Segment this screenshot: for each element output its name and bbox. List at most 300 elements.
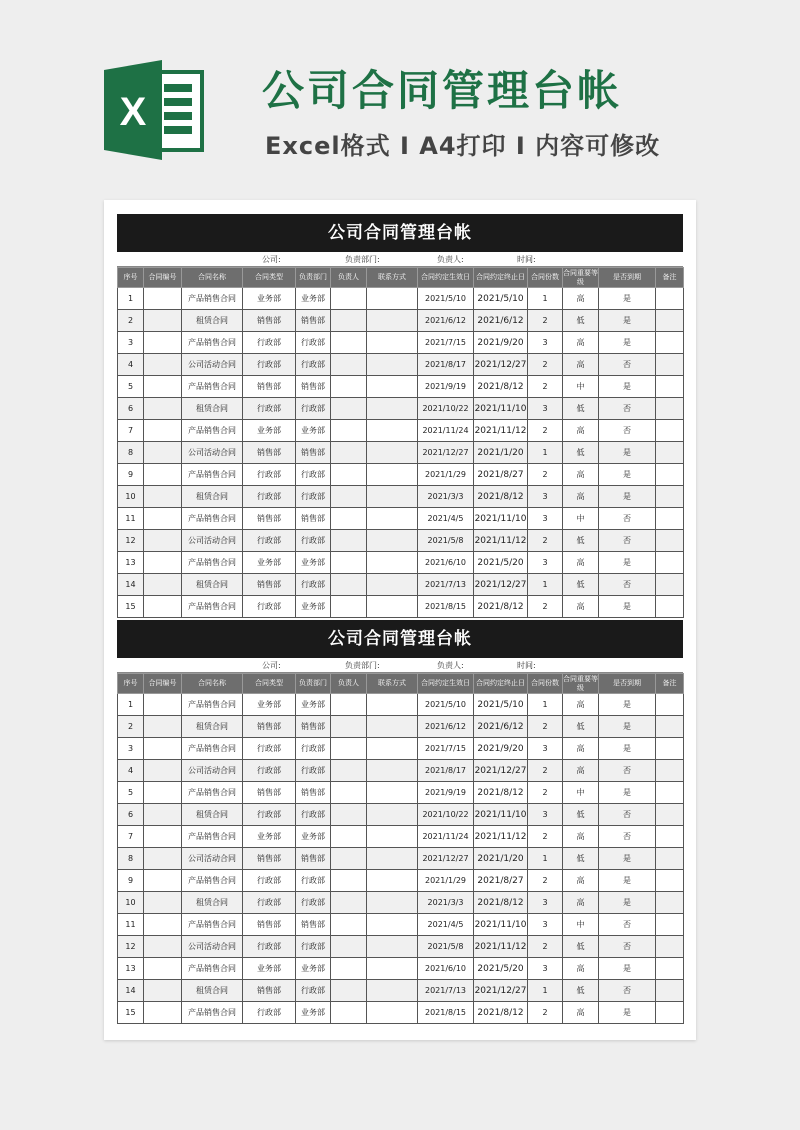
table-cell[interactable] — [656, 508, 684, 530]
table-cell[interactable]: 销售部 — [243, 442, 296, 464]
table-cell[interactable] — [144, 552, 182, 574]
table-cell[interactable]: 行政部 — [243, 738, 296, 760]
table-cell[interactable]: 5 — [118, 782, 144, 804]
table-cell[interactable]: 2021/11/12 — [474, 420, 528, 442]
table-cell[interactable]: 10 — [118, 892, 144, 914]
table-cell[interactable]: 业务部 — [243, 958, 296, 980]
table-cell[interactable]: 2021/9/20 — [474, 332, 528, 354]
table-cell[interactable]: 是 — [599, 376, 656, 398]
table-cell[interactable] — [331, 486, 367, 508]
table-cell[interactable]: 销售部 — [296, 376, 331, 398]
table-cell[interactable]: 销售部 — [296, 310, 331, 332]
table-cell[interactable]: 2021/12/27 — [418, 848, 474, 870]
table-cell[interactable]: 2021/8/12 — [474, 486, 528, 508]
table-cell[interactable] — [656, 442, 684, 464]
table-cell[interactable] — [367, 310, 418, 332]
table-cell[interactable]: 销售部 — [296, 848, 331, 870]
table-cell[interactable]: 是 — [599, 486, 656, 508]
table-cell[interactable]: 1 — [118, 694, 144, 716]
table-cell[interactable]: 产品销售合同 — [182, 694, 243, 716]
table-cell[interactable]: 高 — [563, 760, 599, 782]
table-cell[interactable] — [367, 980, 418, 1002]
table-cell[interactable]: 产品销售合同 — [182, 914, 243, 936]
table-cell[interactable]: 2021/4/5 — [418, 914, 474, 936]
table-cell[interactable] — [367, 376, 418, 398]
table-cell[interactable]: 公司活动合同 — [182, 442, 243, 464]
table-cell[interactable]: 中 — [563, 376, 599, 398]
table-cell[interactable]: 行政部 — [296, 760, 331, 782]
table-cell[interactable] — [144, 354, 182, 376]
table-cell[interactable]: 2021/7/15 — [418, 738, 474, 760]
table-cell[interactable] — [144, 760, 182, 782]
table-cell[interactable]: 13 — [118, 958, 144, 980]
table-cell[interactable] — [367, 914, 418, 936]
table-cell[interactable]: 3 — [118, 738, 144, 760]
table-cell[interactable]: 高 — [563, 332, 599, 354]
table-cell[interactable]: 7 — [118, 826, 144, 848]
table-cell[interactable] — [656, 826, 684, 848]
table-cell[interactable]: 2021/6/12 — [418, 716, 474, 738]
table-cell[interactable]: 行政部 — [243, 870, 296, 892]
table-cell[interactable]: 公司活动合同 — [182, 354, 243, 376]
table-cell[interactable]: 业务部 — [243, 826, 296, 848]
table-cell[interactable]: 高 — [563, 738, 599, 760]
table-cell[interactable] — [144, 958, 182, 980]
table-cell[interactable]: 2021/7/15 — [418, 332, 474, 354]
table-cell[interactable]: 3 — [528, 958, 563, 980]
table-cell[interactable] — [367, 782, 418, 804]
table-cell[interactable]: 2021/11/12 — [474, 826, 528, 848]
table-cell[interactable] — [144, 826, 182, 848]
table-cell[interactable] — [367, 398, 418, 420]
table-cell[interactable]: 产品销售合同 — [182, 464, 243, 486]
table-cell[interactable]: 13 — [118, 552, 144, 574]
table-cell[interactable] — [656, 936, 684, 958]
table-cell[interactable]: 2021/8/15 — [418, 1002, 474, 1024]
table-cell[interactable]: 销售部 — [243, 914, 296, 936]
table-cell[interactable]: 高 — [563, 486, 599, 508]
table-cell[interactable]: 业务部 — [243, 420, 296, 442]
table-cell[interactable]: 租赁合同 — [182, 310, 243, 332]
table-cell[interactable] — [331, 310, 367, 332]
table-cell[interactable]: 产品销售合同 — [182, 826, 243, 848]
table-cell[interactable]: 2021/8/15 — [418, 596, 474, 618]
table-cell[interactable]: 是 — [599, 782, 656, 804]
table-cell[interactable]: 销售部 — [296, 716, 331, 738]
table-cell[interactable]: 2 — [528, 716, 563, 738]
table-cell[interactable] — [144, 716, 182, 738]
table-cell[interactable] — [331, 760, 367, 782]
table-cell[interactable]: 2 — [528, 782, 563, 804]
table-cell[interactable] — [656, 892, 684, 914]
table-cell[interactable]: 行政部 — [296, 574, 331, 596]
table-cell[interactable] — [144, 936, 182, 958]
table-cell[interactable] — [331, 826, 367, 848]
table-cell[interactable] — [331, 464, 367, 486]
table-cell[interactable] — [331, 804, 367, 826]
table-cell[interactable]: 3 — [528, 914, 563, 936]
table-cell[interactable] — [656, 574, 684, 596]
table-cell[interactable]: 行政部 — [243, 1002, 296, 1024]
table-cell[interactable] — [331, 782, 367, 804]
table-cell[interactable]: 2021/11/10 — [474, 914, 528, 936]
table-cell[interactable]: 2021/8/12 — [474, 596, 528, 618]
table-cell[interactable]: 高 — [563, 420, 599, 442]
table-cell[interactable]: 2021/8/17 — [418, 760, 474, 782]
table-cell[interactable] — [331, 870, 367, 892]
table-cell[interactable]: 14 — [118, 980, 144, 1002]
table-cell[interactable] — [367, 804, 418, 826]
table-cell[interactable] — [656, 738, 684, 760]
table-cell[interactable]: 低 — [563, 530, 599, 552]
table-cell[interactable]: 高 — [563, 464, 599, 486]
table-cell[interactable]: 2 — [528, 354, 563, 376]
table-cell[interactable]: 租赁合同 — [182, 804, 243, 826]
table-cell[interactable]: 4 — [118, 760, 144, 782]
table-cell[interactable]: 2021/12/27 — [474, 980, 528, 1002]
table-cell[interactable]: 1 — [528, 848, 563, 870]
table-cell[interactable] — [367, 552, 418, 574]
table-cell[interactable] — [656, 980, 684, 1002]
table-cell[interactable] — [144, 848, 182, 870]
table-cell[interactable] — [144, 804, 182, 826]
table-cell[interactable] — [331, 596, 367, 618]
table-cell[interactable]: 1 — [528, 442, 563, 464]
table-cell[interactable]: 2 — [528, 420, 563, 442]
table-cell[interactable]: 公司活动合同 — [182, 848, 243, 870]
table-cell[interactable]: 行政部 — [296, 936, 331, 958]
table-cell[interactable] — [144, 694, 182, 716]
table-cell[interactable] — [331, 892, 367, 914]
table-cell[interactable]: 2021/8/17 — [418, 354, 474, 376]
table-cell[interactable]: 2021/11/10 — [474, 804, 528, 826]
table-cell[interactable]: 业务部 — [243, 288, 296, 310]
table-cell[interactable]: 2021/7/13 — [418, 980, 474, 1002]
table-cell[interactable]: 否 — [599, 530, 656, 552]
table-cell[interactable]: 2 — [528, 826, 563, 848]
table-cell[interactable]: 行政部 — [296, 332, 331, 354]
table-cell[interactable]: 是 — [599, 464, 656, 486]
table-cell[interactable]: 是 — [599, 694, 656, 716]
table-cell[interactable] — [656, 804, 684, 826]
table-cell[interactable]: 2021/8/12 — [474, 1002, 528, 1024]
table-cell[interactable]: 3 — [528, 892, 563, 914]
table-cell[interactable]: 行政部 — [296, 486, 331, 508]
table-cell[interactable]: 行政部 — [296, 804, 331, 826]
table-cell[interactable] — [144, 486, 182, 508]
table-cell[interactable]: 产品销售合同 — [182, 288, 243, 310]
table-cell[interactable]: 行政部 — [243, 596, 296, 618]
table-cell[interactable] — [656, 310, 684, 332]
table-cell[interactable]: 租赁合同 — [182, 486, 243, 508]
table-cell[interactable] — [656, 398, 684, 420]
table-cell[interactable]: 高 — [563, 694, 599, 716]
table-cell[interactable]: 12 — [118, 936, 144, 958]
table-cell[interactable] — [331, 508, 367, 530]
table-cell[interactable]: 2 — [528, 530, 563, 552]
table-cell[interactable]: 5 — [118, 376, 144, 398]
table-cell[interactable]: 行政部 — [296, 892, 331, 914]
table-cell[interactable]: 行政部 — [243, 464, 296, 486]
table-cell[interactable] — [144, 464, 182, 486]
table-cell[interactable]: 2021/1/29 — [418, 464, 474, 486]
table-cell[interactable]: 14 — [118, 574, 144, 596]
table-cell[interactable]: 产品销售合同 — [182, 508, 243, 530]
table-cell[interactable]: 15 — [118, 596, 144, 618]
table-cell[interactable]: 8 — [118, 848, 144, 870]
table-cell[interactable] — [144, 596, 182, 618]
table-cell[interactable]: 销售部 — [296, 442, 331, 464]
table-cell[interactable]: 低 — [563, 574, 599, 596]
table-cell[interactable]: 否 — [599, 508, 656, 530]
table-cell[interactable]: 行政部 — [243, 804, 296, 826]
table-cell[interactable] — [367, 574, 418, 596]
table-cell[interactable]: 行政部 — [296, 354, 331, 376]
table-cell[interactable] — [144, 398, 182, 420]
table-cell[interactable] — [331, 574, 367, 596]
table-cell[interactable]: 销售部 — [243, 782, 296, 804]
table-cell[interactable] — [144, 288, 182, 310]
table-cell[interactable] — [144, 738, 182, 760]
table-cell[interactable]: 2021/9/19 — [418, 782, 474, 804]
table-cell[interactable]: 租赁合同 — [182, 980, 243, 1002]
table-cell[interactable]: 行政部 — [243, 530, 296, 552]
table-cell[interactable]: 2 — [528, 464, 563, 486]
table-cell[interactable]: 7 — [118, 420, 144, 442]
table-cell[interactable] — [367, 826, 418, 848]
table-cell[interactable]: 2 — [528, 870, 563, 892]
table-cell[interactable]: 2021/5/8 — [418, 530, 474, 552]
table-cell[interactable]: 2021/5/20 — [474, 552, 528, 574]
table-cell[interactable]: 2021/9/19 — [418, 376, 474, 398]
table-cell[interactable] — [656, 716, 684, 738]
table-cell[interactable] — [144, 310, 182, 332]
table-cell[interactable] — [331, 420, 367, 442]
table-cell[interactable] — [656, 376, 684, 398]
table-cell[interactable] — [656, 420, 684, 442]
table-cell[interactable]: 1 — [528, 694, 563, 716]
table-cell[interactable]: 否 — [599, 936, 656, 958]
table-cell[interactable] — [331, 442, 367, 464]
table-cell[interactable]: 2021/3/3 — [418, 892, 474, 914]
table-cell[interactable]: 行政部 — [296, 398, 331, 420]
table-cell[interactable]: 2021/1/20 — [474, 442, 528, 464]
table-cell[interactable]: 2021/4/5 — [418, 508, 474, 530]
table-cell[interactable] — [656, 1002, 684, 1024]
table-cell[interactable]: 否 — [599, 980, 656, 1002]
table-cell[interactable] — [656, 870, 684, 892]
table-cell[interactable] — [331, 398, 367, 420]
table-cell[interactable]: 销售部 — [243, 376, 296, 398]
table-cell[interactable] — [144, 420, 182, 442]
table-cell[interactable]: 2021/5/8 — [418, 936, 474, 958]
table-cell[interactable]: 是 — [599, 288, 656, 310]
table-cell[interactable]: 业务部 — [296, 596, 331, 618]
table-cell[interactable]: 产品销售合同 — [182, 420, 243, 442]
table-cell[interactable]: 2021/1/29 — [418, 870, 474, 892]
table-cell[interactable]: 高 — [563, 870, 599, 892]
table-cell[interactable]: 2021/9/20 — [474, 738, 528, 760]
table-cell[interactable]: 3 — [528, 398, 563, 420]
table-cell[interactable]: 租赁合同 — [182, 716, 243, 738]
table-cell[interactable]: 销售部 — [243, 980, 296, 1002]
table-cell[interactable]: 销售部 — [243, 508, 296, 530]
table-cell[interactable]: 2021/11/10 — [474, 508, 528, 530]
table-cell[interactable]: 2021/5/10 — [474, 288, 528, 310]
table-cell[interactable]: 是 — [599, 310, 656, 332]
table-cell[interactable]: 公司活动合同 — [182, 760, 243, 782]
table-cell[interactable]: 否 — [599, 760, 656, 782]
table-cell[interactable]: 2 — [528, 1002, 563, 1024]
table-cell[interactable]: 业务部 — [243, 552, 296, 574]
table-cell[interactable]: 4 — [118, 354, 144, 376]
table-cell[interactable] — [144, 1002, 182, 1024]
table-cell[interactable]: 2021/11/24 — [418, 420, 474, 442]
table-cell[interactable]: 业务部 — [296, 1002, 331, 1024]
table-cell[interactable] — [656, 848, 684, 870]
table-cell[interactable] — [656, 694, 684, 716]
table-cell[interactable] — [367, 1002, 418, 1024]
table-cell[interactable] — [656, 782, 684, 804]
table-cell[interactable]: 产品销售合同 — [182, 958, 243, 980]
table-cell[interactable]: 8 — [118, 442, 144, 464]
table-cell[interactable]: 12 — [118, 530, 144, 552]
table-cell[interactable]: 中 — [563, 914, 599, 936]
table-cell[interactable]: 9 — [118, 870, 144, 892]
table-cell[interactable] — [331, 738, 367, 760]
table-cell[interactable] — [331, 936, 367, 958]
table-cell[interactable]: 业务部 — [296, 552, 331, 574]
table-cell[interactable]: 是 — [599, 1002, 656, 1024]
table-cell[interactable] — [367, 958, 418, 980]
table-cell[interactable]: 2 — [528, 310, 563, 332]
table-cell[interactable] — [331, 716, 367, 738]
table-cell[interactable]: 行政部 — [243, 760, 296, 782]
table-cell[interactable] — [144, 870, 182, 892]
table-cell[interactable] — [331, 1002, 367, 1024]
table-cell[interactable]: 业务部 — [243, 694, 296, 716]
table-cell[interactable] — [331, 980, 367, 1002]
table-cell[interactable]: 高 — [563, 596, 599, 618]
table-cell[interactable] — [367, 486, 418, 508]
table-cell[interactable] — [367, 332, 418, 354]
table-cell[interactable]: 业务部 — [296, 420, 331, 442]
table-cell[interactable] — [144, 508, 182, 530]
table-cell[interactable]: 2021/5/20 — [474, 958, 528, 980]
table-cell[interactable]: 销售部 — [243, 716, 296, 738]
table-cell[interactable]: 高 — [563, 1002, 599, 1024]
table-cell[interactable] — [367, 694, 418, 716]
table-cell[interactable]: 销售部 — [243, 848, 296, 870]
table-cell[interactable]: 3 — [528, 332, 563, 354]
table-cell[interactable]: 2021/5/10 — [418, 288, 474, 310]
table-cell[interactable] — [331, 958, 367, 980]
table-cell[interactable]: 1 — [528, 288, 563, 310]
table-cell[interactable] — [367, 848, 418, 870]
table-cell[interactable]: 行政部 — [243, 398, 296, 420]
table-cell[interactable]: 11 — [118, 914, 144, 936]
table-cell[interactable] — [331, 332, 367, 354]
table-cell[interactable]: 2021/12/27 — [474, 760, 528, 782]
table-cell[interactable] — [144, 574, 182, 596]
table-cell[interactable] — [331, 552, 367, 574]
table-cell[interactable]: 销售部 — [296, 914, 331, 936]
table-cell[interactable]: 中 — [563, 782, 599, 804]
table-cell[interactable]: 高 — [563, 354, 599, 376]
table-cell[interactable]: 2021/6/12 — [474, 310, 528, 332]
table-cell[interactable]: 否 — [599, 826, 656, 848]
table-cell[interactable]: 2021/6/12 — [418, 310, 474, 332]
table-cell[interactable]: 行政部 — [243, 892, 296, 914]
table-cell[interactable]: 产品销售合同 — [182, 782, 243, 804]
table-cell[interactable]: 3 — [528, 486, 563, 508]
table-cell[interactable] — [656, 552, 684, 574]
table-cell[interactable]: 否 — [599, 398, 656, 420]
table-cell[interactable] — [367, 354, 418, 376]
table-cell[interactable]: 低 — [563, 980, 599, 1002]
table-cell[interactable] — [367, 936, 418, 958]
table-cell[interactable] — [367, 442, 418, 464]
table-cell[interactable] — [656, 958, 684, 980]
table-cell[interactable] — [367, 288, 418, 310]
table-cell[interactable]: 是 — [599, 738, 656, 760]
table-cell[interactable]: 租赁合同 — [182, 574, 243, 596]
table-cell[interactable]: 2021/8/27 — [474, 464, 528, 486]
table-cell[interactable] — [367, 596, 418, 618]
table-cell[interactable]: 低 — [563, 936, 599, 958]
table-cell[interactable]: 是 — [599, 332, 656, 354]
table-cell[interactable] — [144, 892, 182, 914]
table-cell[interactable]: 产品销售合同 — [182, 870, 243, 892]
table-cell[interactable]: 是 — [599, 442, 656, 464]
table-cell[interactable] — [331, 354, 367, 376]
table-cell[interactable]: 销售部 — [296, 782, 331, 804]
table-cell[interactable]: 1 — [528, 980, 563, 1002]
table-cell[interactable]: 高 — [563, 826, 599, 848]
table-cell[interactable]: 产品销售合同 — [182, 376, 243, 398]
table-cell[interactable] — [367, 760, 418, 782]
table-cell[interactable]: 2 — [528, 596, 563, 618]
table-cell[interactable]: 销售部 — [243, 574, 296, 596]
table-cell[interactable] — [367, 870, 418, 892]
table-cell[interactable]: 中 — [563, 508, 599, 530]
table-cell[interactable]: 行政部 — [243, 354, 296, 376]
table-cell[interactable] — [367, 420, 418, 442]
table-cell[interactable]: 否 — [599, 574, 656, 596]
table-cell[interactable]: 低 — [563, 804, 599, 826]
table-cell[interactable]: 2021/8/12 — [474, 782, 528, 804]
table-cell[interactable]: 3 — [118, 332, 144, 354]
table-cell[interactable]: 2021/1/20 — [474, 848, 528, 870]
table-cell[interactable] — [331, 694, 367, 716]
table-cell[interactable]: 6 — [118, 804, 144, 826]
table-cell[interactable] — [144, 914, 182, 936]
table-cell[interactable] — [656, 530, 684, 552]
table-cell[interactable]: 产品销售合同 — [182, 738, 243, 760]
table-cell[interactable]: 3 — [528, 804, 563, 826]
table-cell[interactable]: 1 — [528, 574, 563, 596]
table-cell[interactable]: 2021/12/27 — [474, 574, 528, 596]
table-cell[interactable]: 2 — [528, 760, 563, 782]
table-cell[interactable] — [656, 332, 684, 354]
table-cell[interactable]: 低 — [563, 716, 599, 738]
table-cell[interactable]: 2 — [528, 936, 563, 958]
table-cell[interactable] — [331, 914, 367, 936]
table-cell[interactable]: 2021/6/10 — [418, 552, 474, 574]
table-cell[interactable]: 产品销售合同 — [182, 552, 243, 574]
table-cell[interactable]: 业务部 — [296, 826, 331, 848]
table-cell[interactable] — [367, 464, 418, 486]
